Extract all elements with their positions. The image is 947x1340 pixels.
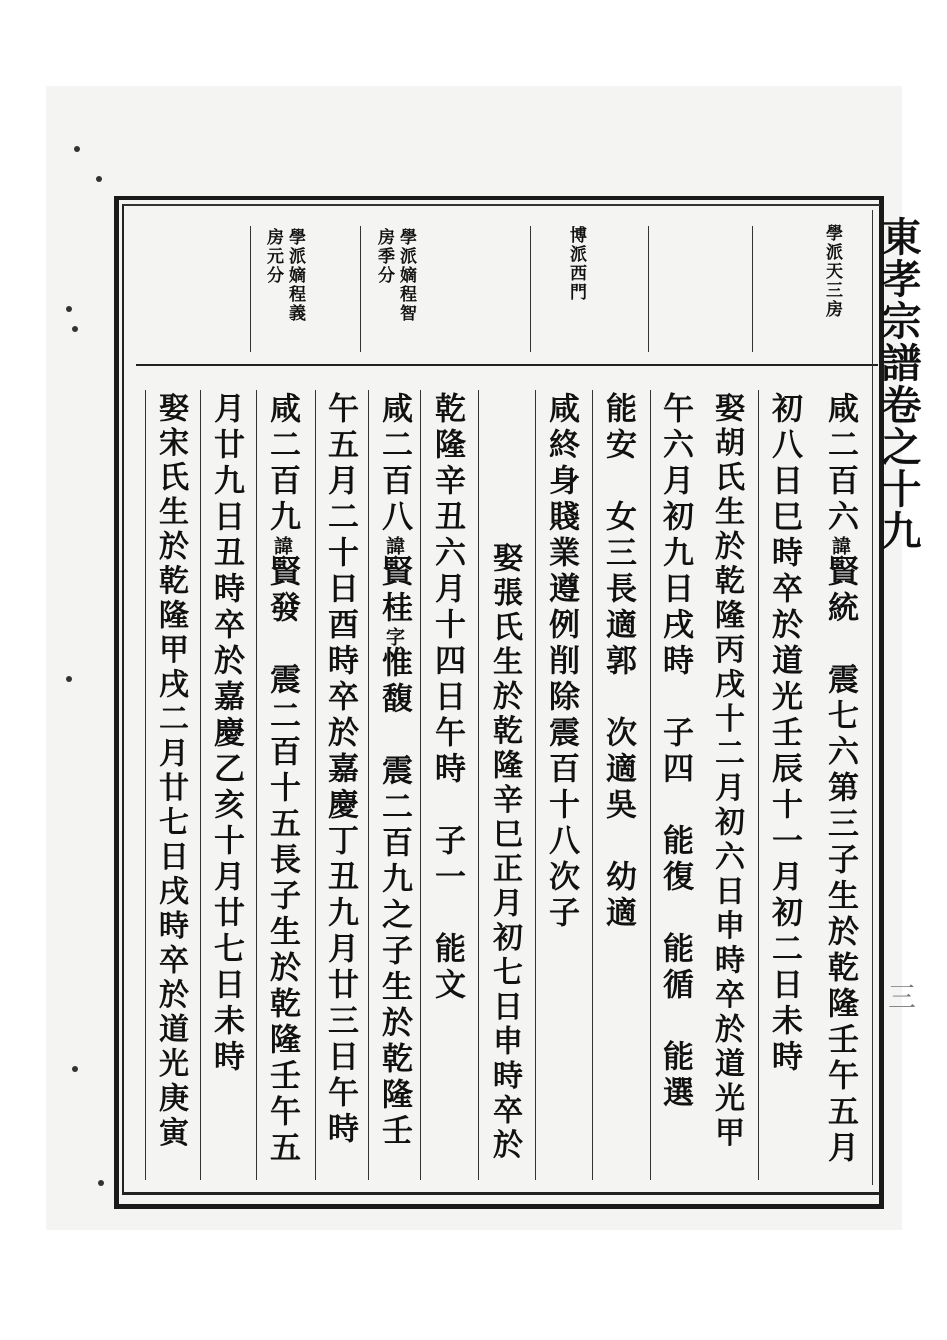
entry-column: 咸二百九諱賢發 震二百十五長子生於乾隆壬午五 [264,392,300,1167]
header-branch-1: 學派天三房 [822,224,842,319]
column-rule [200,390,201,1180]
header-branch-4b: 房元分 [263,228,283,285]
scan-speck [72,1066,78,1072]
column-rule [478,390,479,1180]
scan-speck [66,676,72,682]
scan-speck [74,146,80,152]
entry-column: 能安 女三長適郭 次適吳 幼適 [600,392,636,932]
column-rule [758,390,759,1180]
scan-speck [98,1180,104,1186]
column-rule [592,390,593,1180]
column-rule [368,390,369,1180]
entry-column: 娶宋氏生於乾隆甲戌二月廿七日戌時卒於道光庚寅 [153,392,188,1151]
header-rule [530,226,531,352]
header-rule [648,226,649,352]
column-rule [256,390,257,1180]
book-title: 東孝宗譜卷之十九 [875,216,922,552]
header-branch-3b: 房季分 [374,228,394,285]
volume-label: 卷之十九 [875,384,922,552]
scan-speck [66,306,72,312]
entry-column: 初八日巳時卒於道光壬辰十一月初二日未時 [766,392,802,1076]
header-divider [136,364,878,366]
scan-speck [96,176,102,182]
entry-column: 娶張氏生於乾隆辛巳正月初七日申時卒於 [487,542,522,1163]
entry-column: 乾隆辛丑六月十四日午時 子一 能文 [429,392,465,1004]
entry-column: 娶胡氏生於乾隆丙戌十二月初六日申時卒於道光甲 [709,392,744,1151]
scan-speck [72,326,78,332]
margin-rule [872,210,873,1185]
column-rule [145,390,146,1180]
entry-column: 月廿九日丑時卒於嘉慶乙亥十月廿七日未時 [208,392,244,1076]
entry-column: 咸終身賤業遵例削除震百十八次子 [543,392,579,932]
header-branch-3: 學派嫡程智 [396,228,416,323]
header-rule [752,226,753,352]
header-rule [360,226,361,352]
column-rule [315,390,316,1180]
entry-column: 咸二百六諱賢統 震七六第三子生於乾隆壬午五月 [822,392,858,1167]
page-number: 三 [884,982,917,1016]
column-rule [535,390,536,1180]
entry-column: 午六月初九日戌時 子四 能復 能循 能選 [657,392,693,1112]
header-branch-2: 博派西門 [566,226,586,302]
header-rule [250,226,251,352]
entry-column: 咸二百八諱賢桂字惟馥 震二百九之子生於乾隆壬 [376,392,412,1150]
column-rule [650,390,651,1180]
header-branch-4: 學派嫡程義 [285,228,305,323]
column-rule [420,390,421,1180]
entry-column: 午五月二十日酉時卒於嘉慶丁丑九月廿三日午時 [322,392,358,1148]
